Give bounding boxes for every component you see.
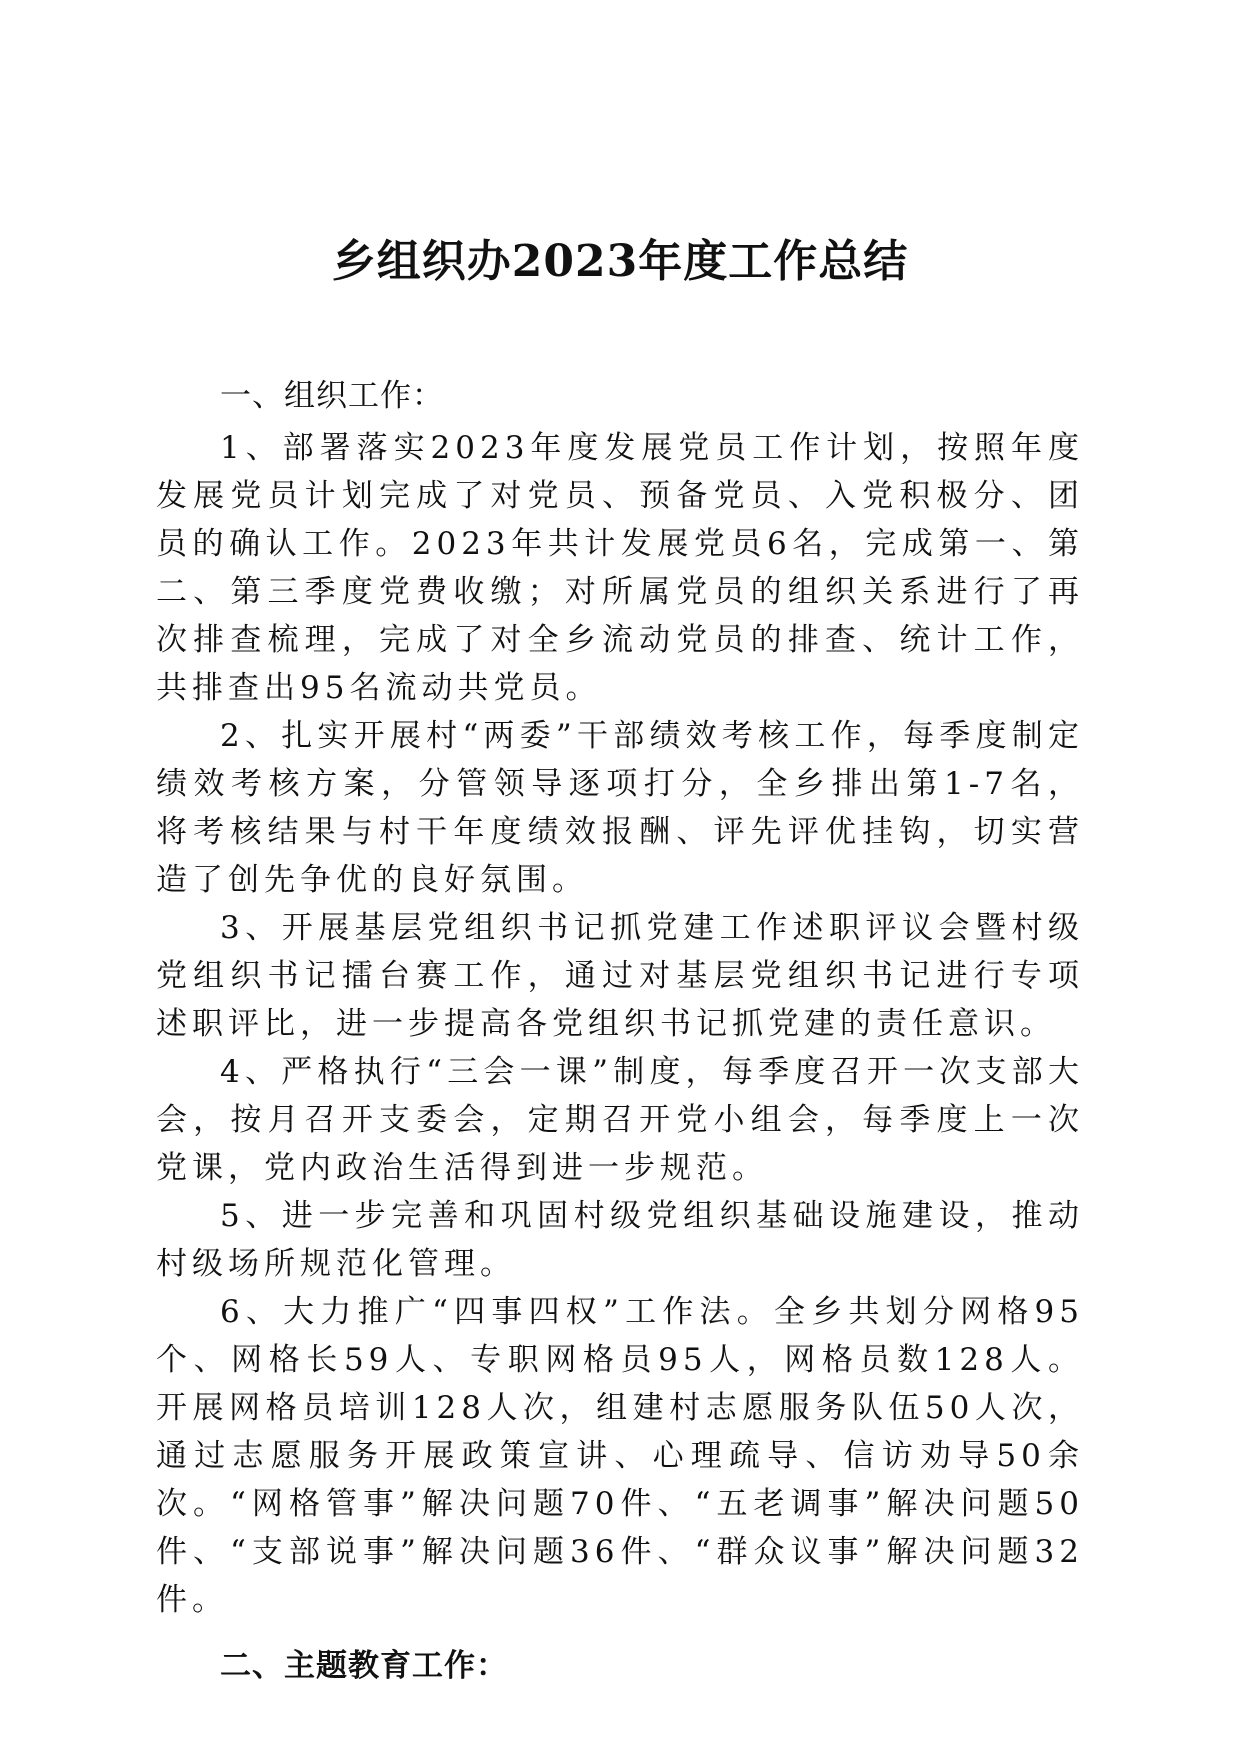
paragraph-5: 5、进一步完善和巩固村级党组织基础设施建设，推动村级场所规范化管理。: [156, 1198, 1084, 1282]
paragraph-1: 1、部署落实2023年度发展党员工作计划，按照年度发展党员计划完成了对党员、预备党员、入党积极分、团员的确认工作。2023年共计发展党员6名，完成第一、第二、第三季度党费收缴；对所属党员的组织关系进行了再次排查梳理，完成了对全乡流动党员的排查、统计工作，共排查出95名流动共党员。: [156, 430, 1084, 706]
paragraph-2: 2、扎实开展村“两委”干部绩效考核工作，每季度制定绩效考核方案，分管领导逐项打分，全乡排出第1-7名，将考核结果与村干年度绩效报酬、评先评优挂钩，切实营造了创先争优的良好氛围。: [156, 718, 1084, 898]
paragraph-3: 3、开展基层党组织书记抓党建工作述职评议会暨村级党组织书记擂台赛工作，通过对基层党组织书记进行专项述职评比，进一步提高各党组织书记抓党建的责任意识。: [156, 910, 1084, 1042]
paragraph-4: 4、严格执行“三会一课”制度，每季度召开一次支部大会，按月召开支委会，定期召开党小组会，每季度上一次党课，党内政治生活得到进一步规范。: [156, 1054, 1084, 1186]
paragraph-6: 6、大力推广“四事四权”工作法。全乡共划分网格95个、网格长59人、专职网格员95人，网格员数128人。开展网格员培训128人次，组建村志愿服务队伍50人次，通过志愿服务开展政策宣讲、心理疏导、信访劝导50余次。“网格管事”解决问题70件、“五老调事”解决问题50件、“支部说事”解决问题36件、“群众议事”解决问题32件。: [156, 1294, 1084, 1618]
section-heading-theme-education: 二、主题教育工作：: [220, 1648, 508, 1684]
section-heading-organization: 一、组织工作：: [220, 378, 444, 414]
document-title: 乡组织办2023年度工作总结: [331, 236, 909, 287]
document-body: [156, 372, 1084, 1694]
